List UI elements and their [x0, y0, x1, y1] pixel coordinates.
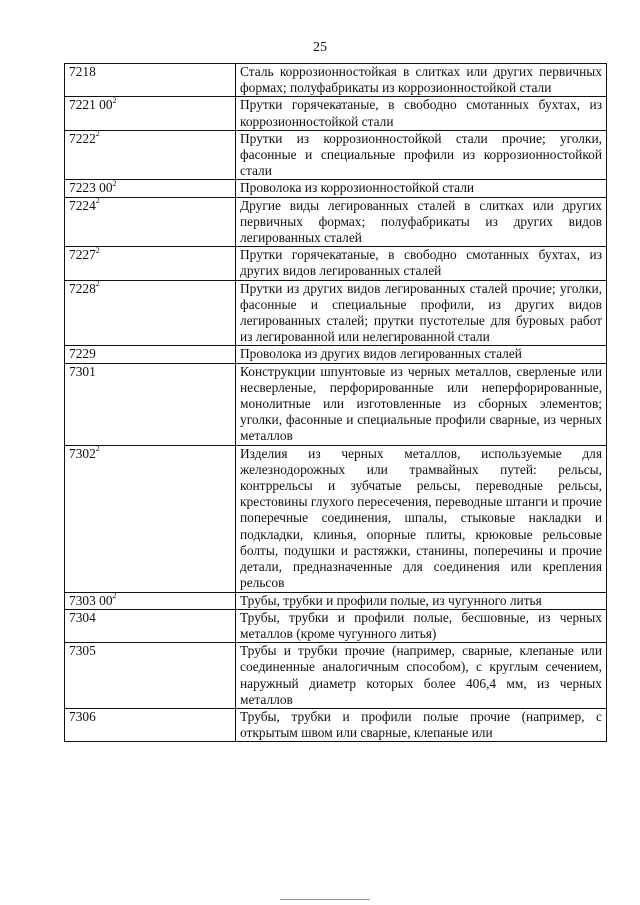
- code-cell: [65, 592, 236, 609]
- code-value: 7229: [69, 346, 96, 362]
- table-row: [65, 643, 607, 709]
- table-row: [65, 363, 607, 445]
- code-value: 7302: [69, 445, 96, 461]
- table-row: [65, 180, 607, 197]
- description-cell: Конструкции шпунтовые из черных металлов, сверленые или несверленые, перфорированные или неперфорированные, монолитные или изготовленные из сборных элементов; уголки, фасонные и специальные профили сварные, из черных металлов: [236, 363, 607, 445]
- code-cell: [65, 280, 236, 346]
- table-row: [65, 97, 607, 130]
- code-value: 7305: [69, 643, 96, 659]
- description-cell: Изделия из черных металлов, используемые для железнодорожных или трамвайных путей: рельсы, контррельсы и зубчатые рельсы, переводные рельсы, крестовины глухого пересечения, переводные штанги и прочие поперечные соединения, шпалы, стыковые накладки и подкладки, клинья, опорные плиты, крюковые рельсовые болты, подушки и растяжки, станины, поперечины и прочие детали, предназначенные для соединения или крепления рельсов: [236, 445, 607, 592]
- footnote-mark: 2: [95, 196, 100, 206]
- page-number: 25: [313, 40, 327, 55]
- code-value: 7221 00: [69, 97, 113, 113]
- commodity-code-table: [64, 63, 607, 742]
- code-cell: [65, 708, 236, 741]
- footnote-mark: 2: [112, 95, 117, 105]
- description-cell: Прутки из коррозионностойкой стали прочие; уголки, фасонные и специальные профили из коррозионностойкой стали: [236, 130, 607, 180]
- footnote-mark: 2: [95, 279, 100, 289]
- code-cell: [65, 445, 236, 592]
- code-value: 7304: [69, 609, 96, 625]
- table-row: [65, 130, 607, 180]
- description-cell: Проволока из коррозионностойкой стали: [236, 180, 607, 197]
- code-cell: [65, 346, 236, 363]
- code-value: 7218: [69, 64, 96, 79]
- table-row: [65, 280, 607, 346]
- description-cell: Трубы и трубки прочие (например, сварные, клепаные или соединенные аналогичным способом), с круглым сечением, наружный диаметр которых более 406,4 мм, из черных металлов: [236, 643, 607, 709]
- table-row: [65, 609, 607, 642]
- code-cell: [65, 197, 236, 247]
- footnote-mark: 2: [112, 178, 117, 188]
- code-cell: [65, 130, 236, 180]
- table-row: [65, 445, 607, 592]
- code-value: 7222: [69, 130, 96, 146]
- description-cell: Трубы, трубки и профили полые прочие (например, с открытым швом или сварные, клепаные или: [236, 708, 607, 741]
- footnote-mark: 2: [95, 444, 100, 454]
- footnote-mark: 2: [95, 129, 100, 139]
- code-value: 7303 00: [69, 592, 113, 608]
- table-row: [65, 592, 607, 609]
- footnote-mark: 2: [112, 591, 117, 601]
- table-row: [65, 247, 607, 280]
- code-cell: [65, 363, 236, 445]
- code-value: 7228: [69, 280, 96, 296]
- code-value: 7301: [69, 363, 96, 379]
- description-cell: Прутки горячекатаные, в свободно смотанных бухтах, из других видов легированных сталей: [236, 247, 607, 280]
- description-cell: Другие виды легированных сталей в слитках или других первичных формах; полуфабрикаты из других видов легированных сталей: [236, 197, 607, 247]
- code-cell: [65, 247, 236, 280]
- footnote-mark: 2: [95, 245, 100, 255]
- code-cell: [65, 180, 236, 197]
- page-edge-line: [280, 899, 370, 900]
- description-cell: Трубы, трубки и профили полые, бесшовные, из черных металлов (кроме чугунного литья): [236, 609, 607, 642]
- code-cell: [65, 64, 236, 97]
- description-cell: Прутки из других видов легированных сталей прочие; уголки, фасонные и специальные профили, из других видов легированных сталей; прутки пустотелые для буровых работ из легированной или нелегированной стали: [236, 280, 607, 346]
- description-cell: Проволока из других видов легированных сталей: [236, 346, 607, 363]
- code-cell: [65, 643, 236, 709]
- table-row: [65, 346, 607, 363]
- description-cell: Сталь коррозионностойкая в слитках или других первичных формах; полуфабрикаты из коррозионностойкой стали: [236, 64, 607, 97]
- code-value: 7223 00: [69, 180, 113, 196]
- code-cell: [65, 609, 236, 642]
- code-value: 7306: [69, 708, 96, 724]
- code-cell: [65, 97, 236, 130]
- description-cell: Прутки горячекатаные, в свободно смотанных бухтах, из коррозионностойкой стали: [236, 97, 607, 130]
- table-row: [65, 197, 607, 247]
- description-cell: Трубы, трубки и профили полые, из чугунного литья: [236, 592, 607, 609]
- table-row: [65, 64, 607, 97]
- code-value: 7227: [69, 247, 96, 263]
- code-value: 7224: [69, 197, 96, 213]
- table-row: [65, 708, 607, 741]
